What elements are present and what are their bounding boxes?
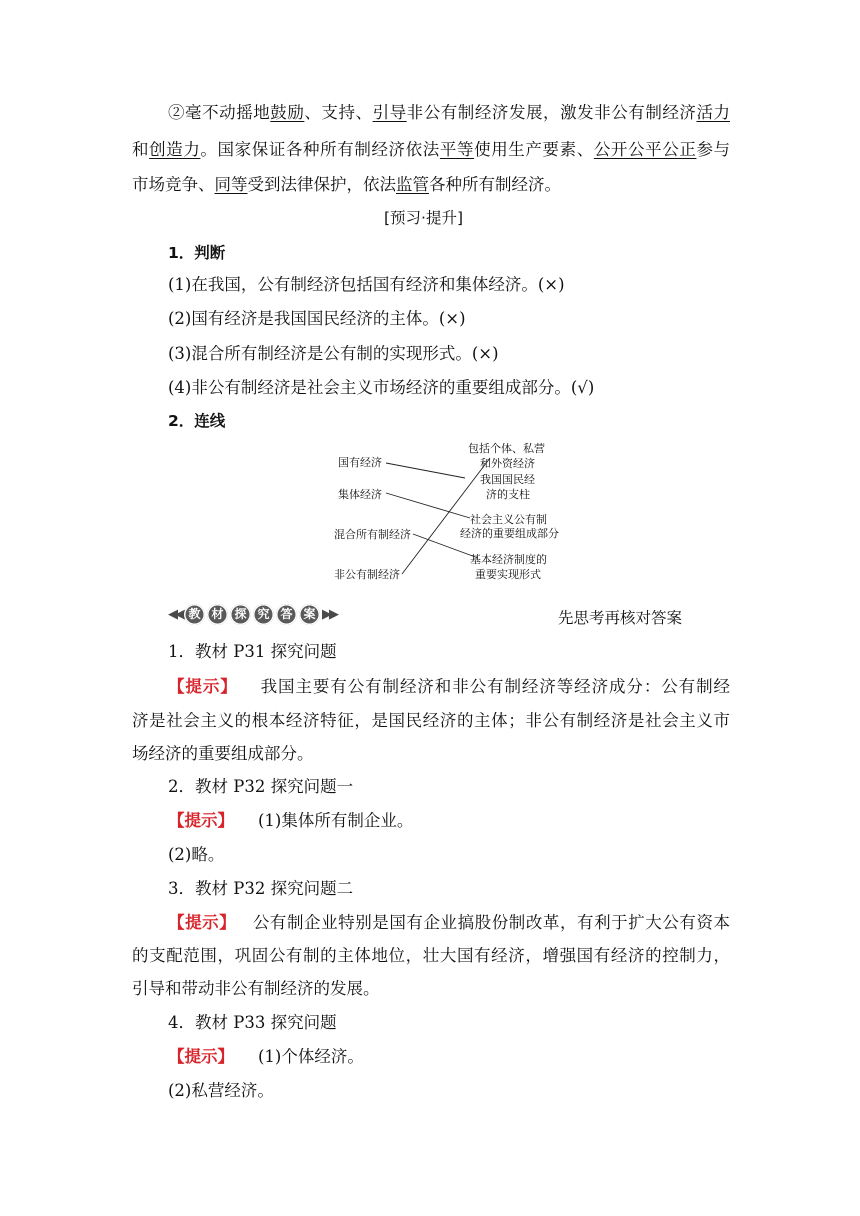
underlined-term: 监管 (396, 175, 429, 194)
match-line (386, 463, 465, 478)
tag-char: 案 (299, 604, 320, 625)
q4-line-2: (2)私营经济。 (168, 1081, 274, 1100)
double-right-arrow-icon: ▶▶ (322, 607, 336, 622)
underlined-term: 平等 (439, 140, 475, 159)
left-item-collective-economy: 集体经济 (338, 488, 382, 501)
q3-title: 3．教材 P32 探究问题二 (168, 879, 354, 898)
left-item-non-public-economy: 非公有制经济 (334, 568, 400, 581)
tag-char: 探 (230, 604, 251, 625)
section-title: [预习·提升] (384, 209, 464, 227)
right-item-d-line1: 基本经济制度的 (470, 553, 547, 566)
q3-line-1: 【提示】 公有制企业特别是国有企业搞股份制改革，有利于扩大公有资本 (168, 913, 730, 932)
q3-line-2: 的支配范围，巩固公有制的主体地位，壮大国有经济，增强国有经济的控制力， (132, 946, 730, 965)
tag-note: 先思考再核对答案 (558, 609, 683, 627)
underlined-term: 鼓励 (270, 103, 305, 122)
hint-label: 【提示】 (168, 677, 238, 696)
q4-line-1: 【提示】 (1)个体经济。 (168, 1047, 364, 1066)
q1-line-1: 【提示】 我国主要有公有制经济和非公有制经济等经济成分：公有制经 (168, 677, 731, 696)
para-line-1: ②毫不动摇地鼓励、支持、引导非公有制经济发展，激发非公有制经济活力 (168, 103, 730, 122)
match-line (386, 493, 470, 518)
textbook-answer-tag (168, 604, 336, 625)
judge-item: (2)国有经济是我国国民经济的主体。(×) (168, 309, 466, 328)
underlined-term: 同等 (214, 175, 248, 194)
q1-line-2: 济是社会主义的根本经济特征，是国民经济的主体；非公有制经济是社会主义市 (132, 711, 730, 730)
double-left-arrow-icon: ◀◀ (168, 607, 182, 622)
q4-title: 4．教材 P33 探究问题 (168, 1013, 337, 1032)
para-line-3: 市场竞争、同等受到法律保护，依法监管各种所有制经济。 (132, 175, 561, 194)
right-item-c-line2: 经济的重要组成部分 (460, 527, 559, 540)
q2-title: 2．教材 P32 探究问题一 (168, 777, 354, 796)
right-item-a-line1: 包括个体、私营 (468, 442, 545, 455)
tag-char: 答 (276, 604, 297, 625)
tag-char: 教 (184, 604, 205, 625)
left-item-mixed-ownership: 混合所有制经济 (334, 528, 411, 541)
tag-char: 究 (253, 604, 274, 625)
right-item-d-line2: 重要实现形式 (475, 568, 541, 581)
right-item-a-line2: 和外资经济 (480, 457, 535, 470)
q3-line-3: 引导和带动非公有制经济的发展。 (132, 979, 380, 998)
hint-label: 【提示】 (168, 913, 237, 932)
right-item-b-line2: 济的支柱 (486, 488, 530, 501)
judge-item: (1)在我国，公有制经济包括国有经济和集体经济。(×) (168, 275, 565, 294)
hint-label: 【提示】 (168, 811, 234, 830)
q2-line-1: 【提示】 (1)集体所有制企业。 (168, 811, 414, 830)
q1-line-3: 场经济的重要组成部分。 (132, 744, 314, 763)
underlined-term: 创造力 (149, 140, 201, 159)
judge-title: 1．判断 (168, 244, 226, 262)
match-title: 2．连线 (168, 412, 226, 430)
right-item-b-line1: 我国国民经 (480, 473, 535, 486)
matching-diagram (320, 436, 580, 586)
right-item-c-line1: 社会主义公有制 (470, 513, 547, 526)
underlined-term: 公开公平公正 (593, 140, 697, 159)
judge-item: (3)混合所有制经济是公有制的实现形式。(×) (168, 344, 499, 363)
underlined-term: 活力 (696, 103, 730, 122)
hint-label: 【提示】 (168, 1047, 234, 1066)
underlined-term: 引导 (372, 103, 407, 122)
q1-title: 1．教材 P31 探究问题 (168, 642, 337, 661)
q2-line-2: (2)略。 (168, 845, 225, 864)
judge-item: (4)非公有制经济是社会主义市场经济的重要组成部分。(√) (168, 378, 595, 397)
tag-char: 材 (207, 604, 228, 625)
para-line-2: 和创造力。国家保证各种所有制经济依法平等使用生产要素、公开公平公正参与 (132, 140, 731, 159)
left-item-state-economy: 国有经济 (338, 456, 382, 469)
